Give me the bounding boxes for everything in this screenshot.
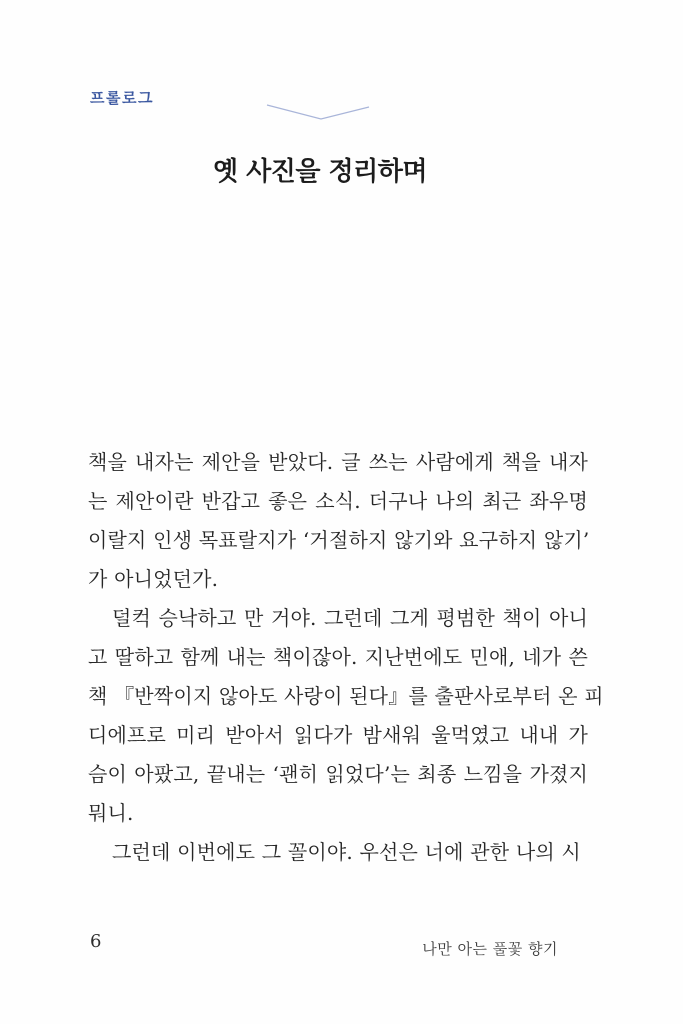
body-line: 뭐니. [88,801,134,825]
body-line: 디에프로 미리 받아서 읽다가 밤새워 울먹였고 내내 가 [88,723,588,747]
running-title: 나만 아는 풀꽃 향기 [422,940,558,958]
body-line: 책을 내자는 제안을 받았다. 글 쓰는 사람에게 책을 내자 [88,450,588,474]
body-line: 그런데 이번에도 그 꼴이야. 우선은 너에 관한 나의 시 [112,840,581,864]
chevron-ornament-icon [264,100,372,122]
section-label: 프롤로그 [90,89,154,107]
body-line: 책 『반짝이지 않아도 사랑이 된다』를 출판사로부터 온 피 [88,684,604,708]
body-line: 덜컥 승낙하고 만 거야. 그런데 그게 평범한 책이 아니 [112,606,588,630]
body-line: 고 딸하고 함께 내는 책이잖아. 지난번에도 민애, 네가 쓴 [88,645,588,669]
body-text [88,443,604,872]
body-line: 슴이 아팠고, 끝내는 ‘괜히 읽었다’는 최종 느낌을 가졌지 [88,762,588,786]
chapter-title: 옛 사진을 정리하며 [212,157,428,187]
body-line: 가 아니었던가. [88,567,219,591]
body-line: 는 제안이란 반갑고 좋은 소식. 더구나 나의 최근 좌우명 [88,489,588,513]
body-line: 이랄지 인생 목표랄지가 ‘거절하지 않기와 요구하지 않기’ [88,528,590,552]
page-number: 6 [90,931,102,952]
